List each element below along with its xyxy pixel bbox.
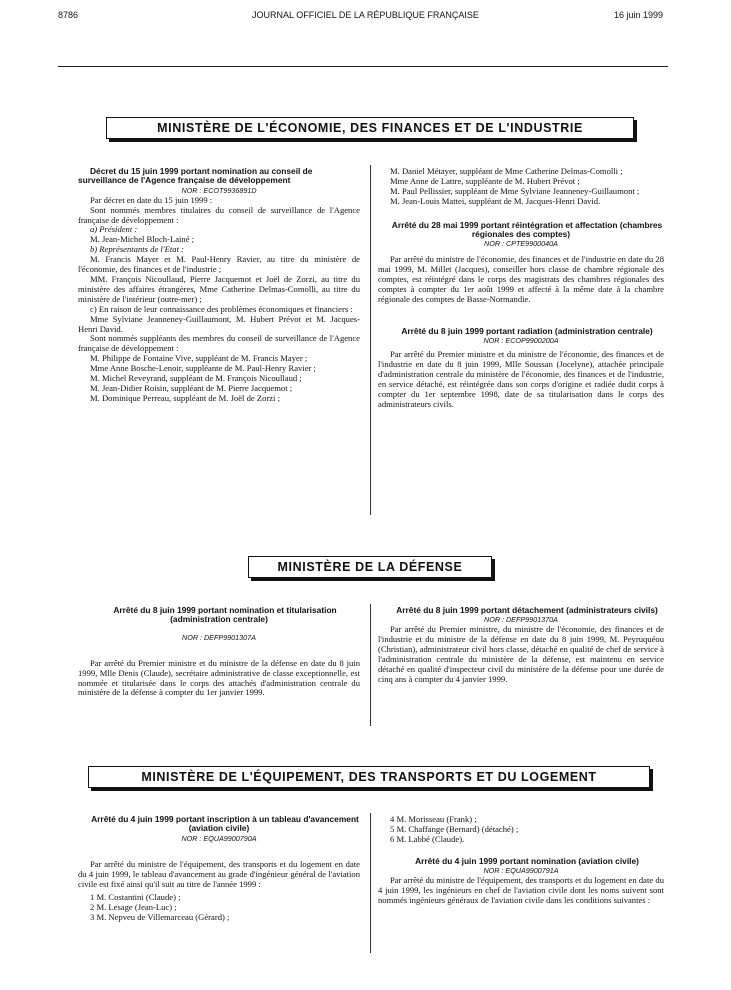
section2-left-column <box>78 606 360 698</box>
paragraph: Par arrêté du Premier ministre et du ministre de la défense en date du 8 juin 1999, Mlle Denis (Claude), secrétaire administrative de classe exceptionnelle, est nommée et titularisée dans le corps des attachés d'administration centrale du ministère de la défense à compter du 1er janvier 1999. <box>78 657 360 698</box>
section1-left-column <box>78 167 360 404</box>
paragraph: M. Jean-Michel Bloch-Lainé ; <box>90 234 195 245</box>
paragraph: M. Dominique Perreau, suppléant de M. Joël de Zorzi ; <box>90 392 280 403</box>
decree-title: Arrêté du 4 juin 1999 portant nomination (aviation civile) <box>415 855 639 866</box>
decree-title: Arrêté du 8 juin 1999 portant nomination et titularisation (administration centrale) <box>113 605 337 625</box>
paragraph: Sont nommés membres titulaires du conseil de surveillance de l'Agence française de développement : <box>78 204 360 225</box>
column-divider <box>370 604 371 726</box>
decree-title: Arrêté du 4 juin 1999 portant inscription à un tableau d'avancement (aviation civile) <box>91 814 359 834</box>
section3-right-column <box>378 815 664 906</box>
paragraph: M. Jean-Didier Roisin, suppléant de M. Pierre Jacquemot ; <box>90 382 293 393</box>
nor-reference: NOR : EQUA9900790A <box>181 833 257 843</box>
page-number: 8786 <box>58 10 79 20</box>
decree-title: Décret du 15 juin 1999 portant nomination au conseil de surveillance de l'Agence française de développement <box>78 166 313 186</box>
ministry-heading-economie: MINISTÈRE DE L'ÉCONOMIE, DES FINANCES ET DE L'INDUSTRIE <box>106 117 634 139</box>
paragraph: M. Daniel Métayer, suppléant de Mme Catherine Delmas-Comolli ; <box>390 166 623 176</box>
nor-reference: NOR : CPTE9900040A <box>484 239 558 249</box>
list-item: 6 M. Labbé (Claude). <box>390 833 465 844</box>
decree-title: Arrêté du 8 juin 1999 portant radiation (administration centrale) <box>401 325 653 336</box>
section2-right-column <box>378 606 664 685</box>
journal-title: JOURNAL OFFICIEL DE LA RÉPUBLIQUE FRANÇAISE <box>252 10 479 20</box>
decree-title: Arrêté du 8 juin 1999 portant détachement (administrateurs civils) <box>396 605 658 615</box>
paragraph: Par arrêté du ministre de l'équipement, des transports et du logement en date du 4 juin 1999, le tableau d'avancement au grade d'ingénieur général de l'aviation civile est fixé ainsi qu'il suit au titre de l'année 1999 : <box>78 858 360 889</box>
nor-reference: NOR : ECOP9900200A <box>483 336 559 346</box>
paragraph: Mme Sylviane Jeanneney-Guillaumont, M. Hubert Prévot et M. Jacques-Henri David. <box>78 313 360 334</box>
column-divider <box>370 165 371 515</box>
nor-reference: NOR : DEFP9901370A <box>484 615 558 625</box>
paragraph: a) Président : <box>90 224 138 235</box>
list-item: 3 M. Nepveu de Villemarceau (Gérard) ; <box>90 912 230 923</box>
list-item: 1 M. Costantini (Claude) ; <box>90 892 181 903</box>
paragraph: MM. François Nicoullaud, Pierre Jacquemot et Joël de Zorzi, au titre du ministère des affaires étrangères, Mme Catherine Delmas-Comolli, au titre du ministère de l'intérieur (outre-mer) ; <box>78 273 360 304</box>
paragraph: Par arrêté du Premier ministre, du ministre de l'économie, des finances et de l'industrie et du ministre de la défense en date du 8 juin 1999, M. Peyruquéou (Christian), administrateur civil hors classe, détaché en qualité de chef de service à l'administration centrale du ministère de la défense, est maintenu en service détaché en qualité d'inspecteur civil du ministère de la défense pour une durée de cinq ans à compter du 4 janvier 1999. <box>378 624 664 684</box>
header-rule <box>58 66 668 67</box>
list-item: 4 M. Morisseau (Frank) ; <box>390 814 477 824</box>
paragraph: M. Michel Reveyrand, suppléant de M. François Nicoullaud ; <box>90 373 302 384</box>
paragraph: Par arrêté du Premier ministre et du ministre de l'économie, des finances et de l'industrie en date du 8 juin 1999, Mlle Soussan (Jocelyne), attachée principale d'administration centrale du ministère de l'économie, des finances et de l'industrie, en service détaché, est réintégrée dans son corps d'origine et radiée dudit corps à compter du 1er septembre 1998, date de sa titularisation dans le corps des administrateurs civils. <box>378 349 664 409</box>
ministry-heading-equipement: MINISTÈRE DE L'ÉQUIPEMENT, DES TRANSPORTS ET DU LOGEMENT <box>88 766 650 788</box>
nor-reference: NOR : DEFP9901307A <box>182 632 256 642</box>
paragraph: M. Francis Mayer et M. Paul-Henry Ravier, au titre du ministère de l'économie, des finances et de l'industrie ; <box>78 254 360 275</box>
issue-date: 16 juin 1999 <box>613 10 663 20</box>
paragraph: M. Paul Pellissier, suppléant de Mme Sylviane Jeanneney-Guillaumont ; <box>390 185 640 196</box>
paragraph: Sont nommés suppléants des membres du conseil de surveillance de l'Agence française de développement : <box>78 333 360 354</box>
page-header <box>0 6 731 22</box>
section3-left-column <box>78 815 360 923</box>
decree-title: Arrêté du 28 mai 1999 portant réintégration et affectation (chambres régionales des comptes) <box>391 219 663 240</box>
list-item: 2 M. Lesage (Jean-Luc) ; <box>90 902 177 913</box>
paragraph: Par arrêté du ministre de l'équipement, des transports et du logement en date du 4 juin 1999, les ingénieurs en chef de l'aviation civile dont les noms suivent sont nommés ingénieurs généraux de l'aviation civile dans les conditions suivantes : <box>378 875 664 905</box>
nor-reference: NOR : ECOT9936891D <box>181 185 257 195</box>
paragraph: M. Jean-Louis Mattei, suppléant de M. Jacques-Henri David. <box>390 195 601 206</box>
section1-right-column <box>378 167 664 410</box>
ministry-heading-defense: MINISTÈRE DE LA DÉFENSE <box>248 556 492 578</box>
paragraph: Par arrêté du ministre de l'économie, des finances et de l'industrie en date du 28 mai 1999, M. Millet (Jacques), conseiller hors classe de chambre régionale des comptes, est réintégré dans le corps des magistrats des chambres régionales des comptes à compter du 1er août 1999 et affecté à la même date à la chambre régionale des comptes de Basse-Normandie. <box>378 254 664 304</box>
paragraph: Mme Anne Bosche-Lenoir, suppléante de M. Paul-Henry Ravier ; <box>90 363 316 374</box>
paragraph: Mme Anne de Lattre, suppléante de M. Hubert Prévot ; <box>390 175 580 186</box>
paragraph: c) En raison de leur connaissance des problèmes économiques et financiers : <box>90 303 353 314</box>
paragraph: Par décret en date du 15 juin 1999 : <box>90 194 213 205</box>
paragraph: b) Représentants de l'Etat : <box>90 244 184 255</box>
nor-reference: NOR : EQUA9900791A <box>483 866 559 876</box>
list-item: 5 M. Chaffange (Bernard) (détaché) ; <box>390 823 519 834</box>
paragraph: M. Philippe de Fontaine Vive, suppléant de M. Francis Mayer ; <box>90 353 308 364</box>
column-divider <box>370 813 371 953</box>
